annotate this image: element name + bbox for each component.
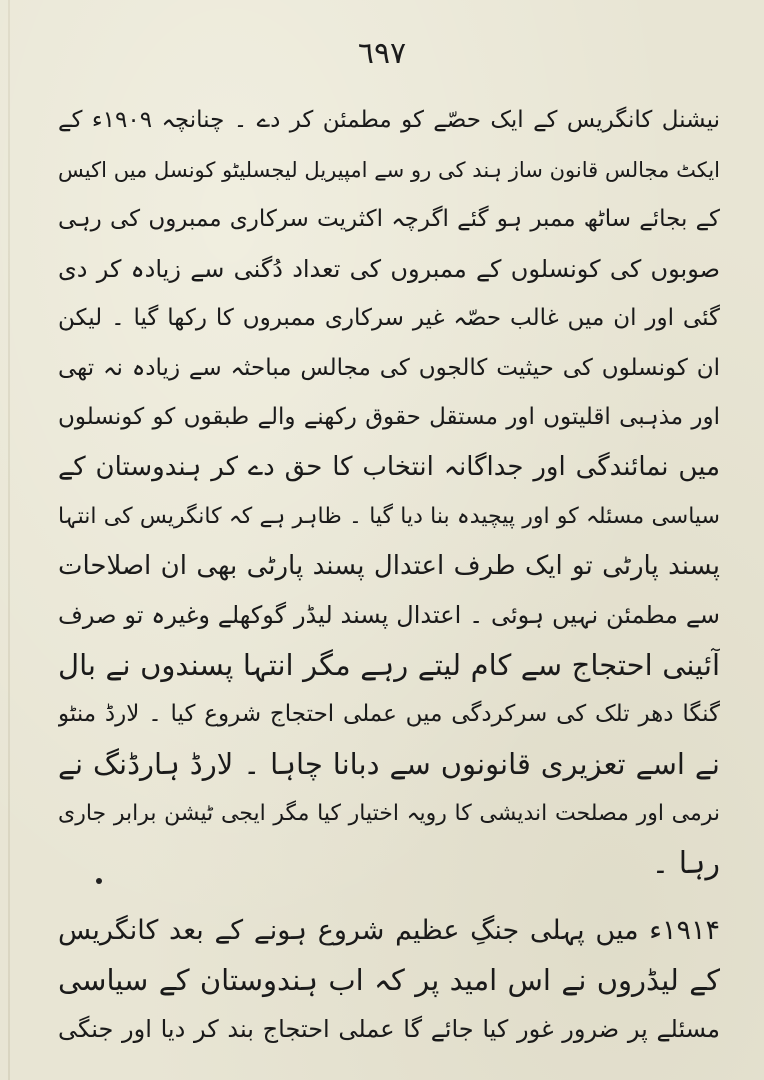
text-line: ان کونسلوں کی حیثیت کالجوں کی مجالس مباحثہ سے زیادہ نہ تھی <box>58 354 720 381</box>
text-line: گنگا دھر تلک کی سرکردگی میں عملی احتجاج شروع کیا ۔ لارڈ منٹو <box>58 701 720 727</box>
text-line: کے بجائے ساٹھ ممبر ہو گئے اگرچہ اکثریت سرکاری ممبروں کی رہی <box>58 206 720 232</box>
text-line: سے مطمئن نہیں ہوئی ۔ اعتدال پسند لیڈر گوکھلے وغیرہ تو صرف <box>58 601 720 629</box>
text-line: میں نمائندگی اور جداگانہ انتخاب کا حق دے کر ہندوستان کے <box>58 451 720 482</box>
text-line: ایکٹ مجالس قانون ساز ہند کی رو سے امپیریل لیجسلیٹو کونسل میں اکیس <box>58 157 720 182</box>
text-line: پسند پارٹی تو ایک طرف اعتدال پسند پارٹی بھی ان اصلاحات <box>58 550 720 581</box>
text-line: نرمی اور مصلحت اندیشی کا رویہ اختیار کیا مگر ایجی ٹیشن برابر جاری <box>58 801 720 826</box>
page-number: ٦٩٧ <box>357 36 407 71</box>
text-line: نے اسے تعزیری قانونوں سے دبانا چاہا ۔ لارڈ ہارڈنگ نے <box>58 746 720 781</box>
text-line: رہا ۔ <box>651 845 720 881</box>
paragraph-1 <box>58 96 720 888</box>
paragraph-2 <box>58 906 720 1055</box>
text-line: اور مذہبی اقلیتوں اور مستقل حقوق رکھنے والے طبقوں کو کونسلوں <box>58 404 720 430</box>
text-line: آئینی احتجاج سے کام لیتے رہے مگر انتہا پسندوں نے بال <box>58 647 720 682</box>
text-line: کے لیڈروں نے اس امید پر کہ اب ہندوستان کے سیاسی <box>58 962 720 997</box>
text-line: صوبوں کی کونسلوں کے ممبروں کی تعداد دُگنی سے زیادہ کر دی <box>58 254 720 283</box>
body-text <box>58 96 720 1055</box>
text-line: گئی اور ان میں غالب حصّہ غیر سرکاری ممبروں کا رکھا گیا ۔ لیکن <box>58 305 720 331</box>
text-line: نیشنل کانگریس کے ایک حصّے کو مطمئن کر دے ۔ چنانچہ ۱۹۰۹ء کے <box>58 107 720 133</box>
paragraph-marker-dot <box>96 878 102 884</box>
text-line: ۱۹۱۴ء میں پہلی جنگِ عظیم شروع ہونے کے بعد کانگریس <box>58 915 720 946</box>
text-line: مسئلے پر ضرور غور کیا جائے گا عملی احتجاج بند کر دیا اور جنگی <box>58 1015 720 1043</box>
text-line: سیاسی مسئلہ کو اور پیچیدہ بنا دیا گیا ۔ ظاہر ہے کہ کانگریس کی انتہا <box>58 504 720 529</box>
page-edge-shadow <box>8 0 10 1080</box>
